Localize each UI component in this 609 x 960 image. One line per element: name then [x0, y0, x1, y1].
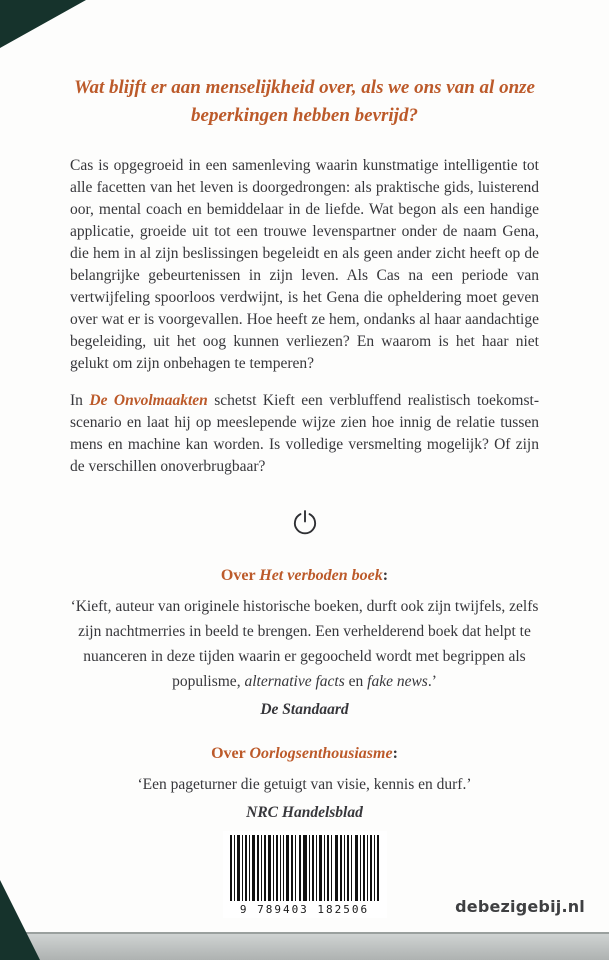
cover-corner-top-left — [0, 0, 86, 48]
barcode — [223, 831, 387, 918]
barcode-number: 9 789403 182506 — [239, 903, 370, 916]
reviewed-book-title: Oorlogsenthousiasme — [249, 745, 393, 763]
reviewed-book-title: Het verboden boek — [259, 567, 383, 585]
synopsis-paragraph-1: Cas is opgegroeid in een samenleving waarin kunstmatige intelligentie tot alle facetten van het leven is doorgedrongen: als praktische gids, luisterend oor, mental coach en bemiddelaar in de liefde. Wat begon als een handige applicatie, groeide uit tot een trouwe levenspartner onder de naam Gena, die hem in al zijn beslissingen begeleidt en als geen ander zicht heeft op de belangrijke gebeurtenissen in zijn leven. Als Cas na een periode van vertwijfeling spoorloos verdwijnt, is het Gena die opheldering moet geven over wat er is voorgevallen. Hoe heeft ze hem, ondanks al haar aandachtige begeleiding, uit het oog kunnen verliezen? En waarom is het haar niet gelukt om zijn onbehagen te temperen? — [70, 157, 539, 373]
quote-text: en — [344, 673, 368, 691]
italic-phrase: alternative facts — [244, 673, 345, 691]
italic-phrase: fake news — [367, 673, 428, 691]
book-bottom-edge — [0, 932, 609, 960]
heading-text: Over — [220, 567, 260, 585]
publisher-url: debezigebij.nl — [455, 897, 585, 916]
heading-colon: : — [392, 745, 398, 763]
barcode-bars — [230, 835, 380, 901]
review-source-1: De Standaard — [260, 701, 349, 719]
paragraph-text: In — [70, 392, 90, 410]
synopsis-paragraph-2 — [70, 390, 539, 478]
review-source-2: NRC Handelsblad — [246, 804, 363, 822]
divider — [70, 508, 539, 543]
book-title-highlight: De Onvolmaakten — [89, 392, 208, 410]
review-quote-2: ‘Een pageturner die getuigt van visie, kennis en durf.’ — [137, 776, 472, 794]
review-heading-1 — [70, 567, 539, 585]
paragraph-text: schetst Kieft een verbluffend realistisch toekomst-scenario en laat hij op meeslepende wijze zien hoe innig de relatie tussen mens en machine kan worden. Is volledige versmelting mogelijk? Of zijn de verschillen onoverbrugbaar? — [70, 392, 539, 476]
review-heading-2 — [70, 745, 539, 763]
power-icon — [290, 525, 320, 542]
quote-text: .’ — [427, 673, 437, 691]
review-quote-1 — [70, 594, 539, 694]
quote-text: ‘Kieft, auteur van originele historische boeken, durft ook zijn twijfels, zelfs zijn nachtmerries in beeld te brengen. Een verhelderend boek dat helpt te nuanceren in deze tijden waarin er gegoocheld wordt met begrippen als populisme, — [70, 598, 539, 691]
cover-corner-bottom-left — [0, 880, 40, 960]
tagline: Wat blijft er aan menselijkheid over, als we ons van al onze beperkingen hebben bevrijd? — [74, 77, 535, 126]
heading-text: Over — [211, 745, 250, 763]
heading-colon: : — [382, 567, 389, 585]
